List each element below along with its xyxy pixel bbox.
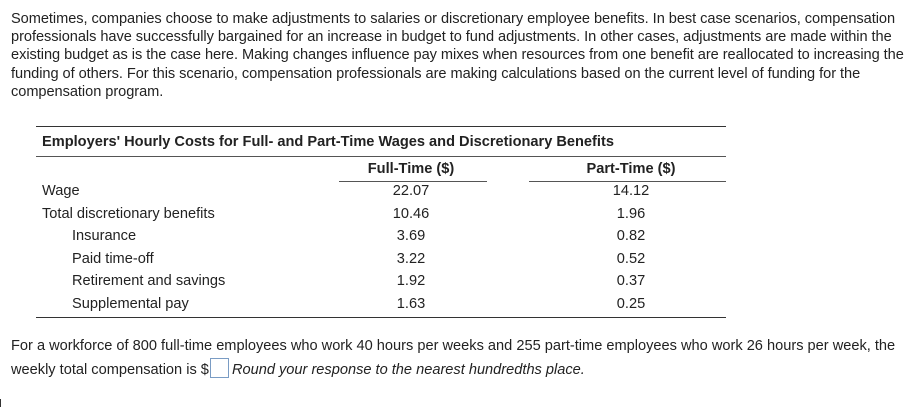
row-label: Supplemental pay bbox=[72, 296, 189, 312]
table-row-total-discretionary bbox=[36, 206, 726, 228]
row-label: Wage bbox=[42, 183, 80, 199]
full-time-value: 10.46 bbox=[392, 206, 430, 222]
part-time-value: 0.82 bbox=[616, 228, 646, 244]
column-header-rule-full-time bbox=[339, 181, 487, 182]
table-row-paid-time-off bbox=[36, 251, 726, 273]
question-prompt: For a workforce of 800 full-time employees who work 40 hours per weeks and 255 part-time employees who work 26 hours per week, the weekly total compensation is $ bbox=[11, 338, 896, 378]
full-time-value: 22.07 bbox=[392, 183, 430, 199]
part-time-value: 1.96 bbox=[616, 206, 646, 222]
intro-paragraph: Sometimes, companies choose to make adjustments to salaries or discretionary employee benefits. In best case scenarios, compensation professionals have successfully bargained for an increase in budget to fund adjustments. In other cases, adjustments are made within the existing budget as is the case here. Making changes influence pay mixes when resources from one benefit are reallocated to increasing the funding of others. For this scenario, compensation professionals are making calculations based on the current level of funding for the compensation program. bbox=[11, 11, 904, 100]
part-time-value: 0.37 bbox=[616, 273, 646, 289]
part-time-value: 0.52 bbox=[616, 251, 646, 267]
full-time-value: 1.63 bbox=[396, 296, 426, 312]
row-label: Insurance bbox=[72, 228, 137, 244]
full-time-value: 3.69 bbox=[396, 228, 426, 244]
table-row-supplemental-pay bbox=[36, 296, 726, 318]
question-text bbox=[11, 335, 911, 381]
table-bottom-rule bbox=[36, 317, 726, 318]
row-label: Total discretionary benefits bbox=[42, 206, 215, 222]
part-time-value: 0.25 bbox=[616, 296, 646, 312]
table-top-rule bbox=[36, 126, 726, 127]
table-row-insurance bbox=[36, 228, 726, 250]
column-header-rule-part-time bbox=[529, 181, 726, 182]
table-row-wage bbox=[36, 183, 726, 205]
row-label: Paid time-off bbox=[72, 251, 154, 267]
full-time-value: 1.92 bbox=[396, 273, 426, 289]
part-time-value: 14.12 bbox=[612, 183, 650, 199]
table-row-retirement bbox=[36, 273, 726, 295]
page-edge-mark bbox=[0, 399, 1, 407]
column-header-part-time: Part-Time ($) bbox=[586, 161, 676, 177]
answer-input[interactable] bbox=[210, 358, 229, 378]
table-title: Employers' Hourly Costs for Full- and Part-Time Wages and Discretionary Benefits bbox=[42, 134, 614, 150]
column-header-full-time: Full-Time ($) bbox=[367, 161, 455, 177]
rounding-hint: Round your response to the nearest hundredths place. bbox=[231, 361, 585, 378]
full-time-value: 3.22 bbox=[396, 251, 426, 267]
row-label: Retirement and savings bbox=[72, 273, 226, 289]
table-title-rule bbox=[36, 156, 726, 157]
